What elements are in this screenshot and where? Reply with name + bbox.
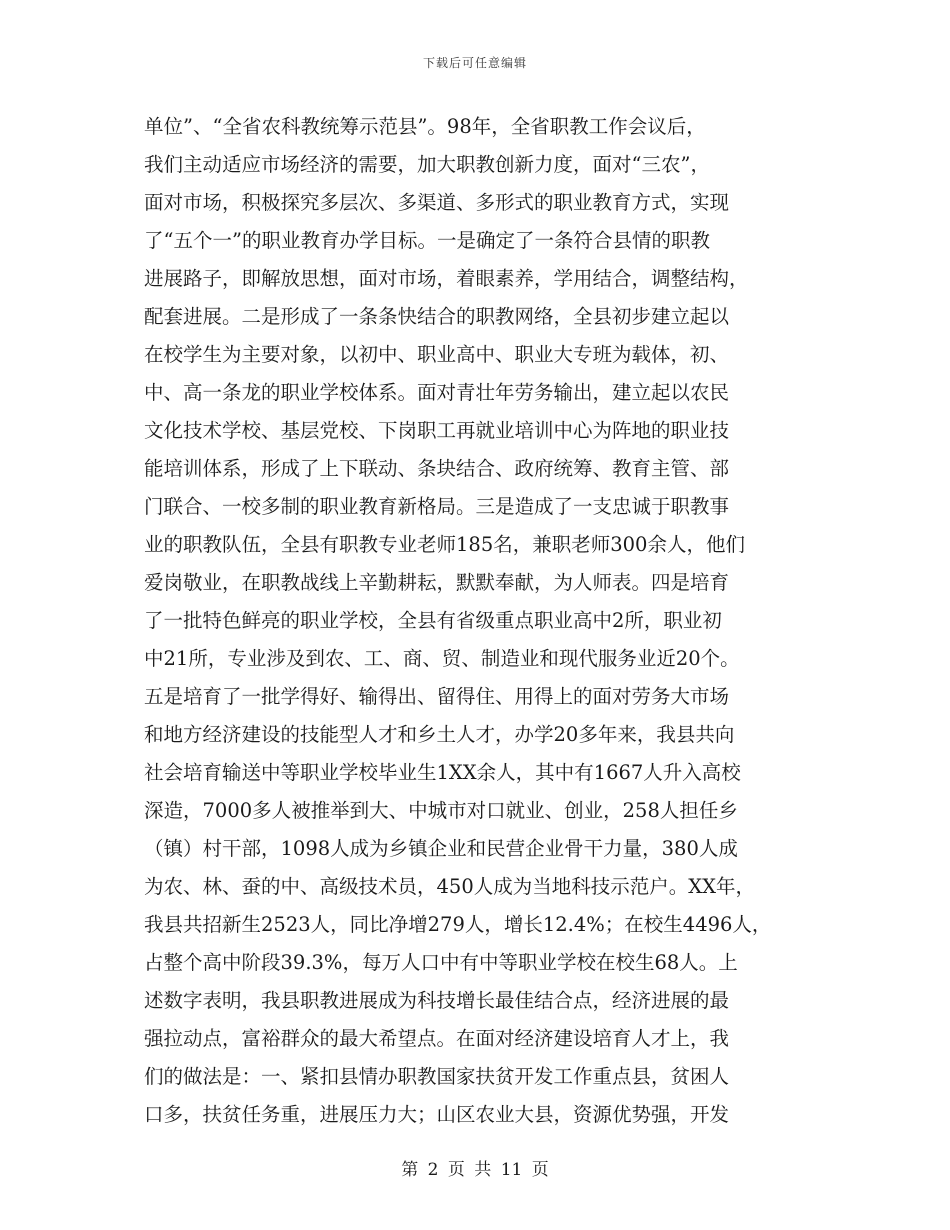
- text-line: 占整个高中阶段39.3%，每万人口中有中等职业学校在校生68人。上: [144, 951, 738, 974]
- text-line: 业的职教队伍，全县有职教专业老师185名，兼职老师300余人，他们: [144, 533, 745, 556]
- page-header: 下载后可任意编辑: [422, 56, 527, 70]
- text-line: 述数字表明，我县职教进展成为科技增长最佳结合点，经济进展的最: [144, 989, 730, 1012]
- body-text: [144, 108, 824, 1134]
- text-line: 我县共招新生2523人，同比净增279人，增长12.4%；在校生4496人，: [144, 913, 772, 936]
- text-line: 能培训体系，形成了上下联动、条块结合、政府统筹、教育主管、部: [144, 457, 730, 480]
- text-line: 社会培育输送中等职业学校毕业生1XX余人，其中有1667人升入高校: [144, 761, 741, 784]
- text-line: 深造，7000多人被推举到大、中城市对口就业、创业，258人担任乡: [144, 799, 738, 822]
- text-line: 在校学生为主要对象，以初中、职业高中、职业大专班为载体，初、: [144, 343, 730, 366]
- text-line: 我们主动适应市场经济的需要，加大职教创新力度，面对“三农”，: [144, 153, 710, 176]
- text-line: 强拉动点，富裕群众的最大希望点。在面对经济建设培育人才上，我: [144, 1027, 730, 1050]
- text-line: （镇）村干部，1098人成为乡镇企业和民营企业骨干力量，380人成: [144, 837, 738, 860]
- text-line: 配套进展。二是形成了一条条快结合的职教网络，全县初步建立起以: [144, 305, 730, 328]
- text-line: 中、高一条龙的职业学校体系。面对青壮年劳务输出，建立起以农民: [144, 381, 730, 404]
- text-line: 单位”、“全省农科教统筹示范县”。98年，全省职教工作会议后，: [144, 115, 706, 138]
- text-line: 了“五个一”的职业教育办学目标。一是确定了一条符合县情的职教: [144, 229, 710, 252]
- text-line: 门联合、一校多制的职业教育新格局。三是造成了一支忠诚于职教事: [144, 495, 730, 518]
- text-line: 文化技术学校、基层党校、下岗职工再就业培训中心为阵地的职业技: [144, 419, 730, 442]
- text-line: 口多，扶贫任务重，进展压力大；山区农业大县，资源优势强，开发: [144, 1103, 730, 1126]
- page-number: 第 2 页 共 11 页: [401, 1160, 549, 1180]
- text-line: 了一批特色鲜亮的职业学校，全县有省级重点职业高中2所，职业初: [144, 609, 722, 632]
- text-line: 进展路子，即解放思想，面对市场，着眼素养，学用结合，调整结构，: [144, 267, 749, 290]
- text-line: 面对市场，积极探究多层次、多渠道、多形式的职业教育方式，实现: [144, 191, 730, 214]
- text-line: 五是培育了一批学得好、输得出、留得住、用得上的面对劳务大市场: [144, 685, 730, 708]
- text-line: 中21所，专业涉及到农、工、商、贸、制造业和现代服务业近20个。: [144, 647, 740, 670]
- text-line: 们的做法是：一、紧扣县情办职教国家扶贫开发工作重点县，贫困人: [144, 1065, 730, 1088]
- text-line: 为农、林、蚕的中、高级技术员，450人成为当地科技示范户。XX年，: [144, 875, 755, 898]
- text-line: 和地方经济建设的技能型人才和乡土人才，办学20多年来，我县共向: [144, 723, 735, 746]
- text-line: 爱岗敬业，在职教战线上辛勤耕耘，默默奉献，为人师表。四是培育: [144, 571, 730, 594]
